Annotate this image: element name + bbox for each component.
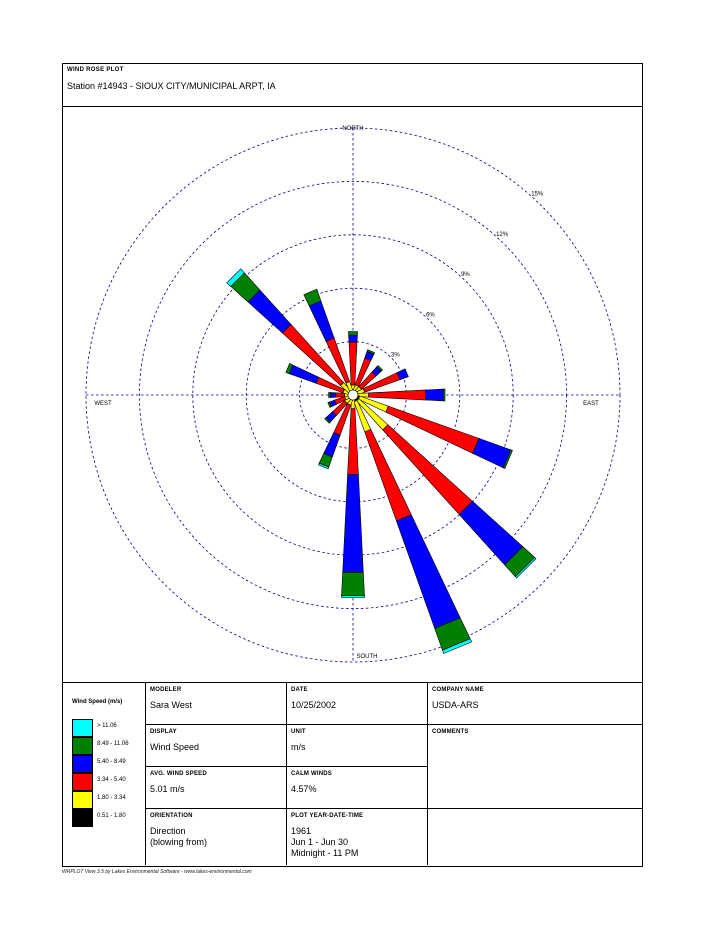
- south-label: SOUTH: [356, 654, 378, 660]
- petal-180-bin-2: [348, 409, 359, 475]
- petal-180-bin-5: [341, 596, 364, 598]
- petal-157.5-bin-3: [396, 515, 460, 629]
- orientation-value: [150, 826, 207, 848]
- unit-label: UNIT: [291, 729, 306, 735]
- petal-337.5-bin-3: [309, 301, 334, 341]
- legend-label: 1.80 - 3.34: [97, 795, 126, 801]
- plot-time-value: [291, 826, 358, 859]
- legend-label: 3.34 - 5.40: [97, 777, 126, 783]
- calm-winds-label: CALM WINDS: [291, 771, 332, 777]
- petal-0-bin-2: [349, 342, 357, 385]
- petal-292.5-bin-3: [289, 365, 318, 383]
- orientation-cell: [146, 809, 287, 865]
- ring-label: 3%: [391, 352, 400, 359]
- avg-speed-label: AVG. WIND SPEED: [150, 771, 207, 777]
- west-label: WEST: [94, 401, 112, 407]
- legend-label: 8.49 - 11.06: [97, 741, 129, 747]
- petal-90-bin-4: [443, 389, 445, 401]
- legend-swatch: [72, 755, 93, 773]
- petal-202.5-bin-3: [324, 433, 340, 458]
- unit-value: m/s: [291, 742, 306, 752]
- legend-swatch: [72, 791, 93, 809]
- modeler-cell: [146, 683, 287, 725]
- comments-label: COMMENTS: [432, 729, 469, 735]
- date-cell: [287, 683, 428, 725]
- petal-0-bin-4: [348, 332, 357, 336]
- petal-90-bin-2: [369, 390, 426, 400]
- petal-0-bin-3: [349, 335, 358, 342]
- east-label: EAST: [583, 401, 599, 407]
- legend-swatch: [72, 737, 93, 755]
- legend-label: 5.40 - 8.49: [97, 759, 126, 765]
- orientation-line-1: Direction: [150, 826, 186, 836]
- calm-center: [348, 390, 358, 400]
- north-label: NORTH: [342, 126, 364, 132]
- display-cell: [146, 725, 287, 767]
- petal-315-bin-3: [248, 290, 291, 333]
- software-footer: WRPLOT View 3.5 by Lakes Environmental Software - www.lakes-environmental.com: [62, 869, 252, 875]
- info-panel: [63, 682, 642, 866]
- legend-title: Wind Speed (m/s): [72, 699, 123, 705]
- report-frame: [62, 63, 643, 867]
- ring-label: 6%: [426, 312, 435, 319]
- report-title: WIND ROSE PLOT: [67, 67, 124, 73]
- petal-270-bin-3: [330, 393, 335, 398]
- avg-speed-cell: [146, 767, 287, 809]
- petal-90-bin-3: [425, 389, 443, 401]
- legend-swatch: [72, 719, 93, 737]
- calm-winds-value: 4.57%: [291, 784, 317, 794]
- petal-180-bin-3: [343, 475, 364, 573]
- modeler-label: MODELER: [150, 687, 182, 693]
- display-value: Wind Speed: [150, 742, 200, 752]
- petal-270-bin-4: [329, 392, 331, 397]
- report-header: [63, 64, 642, 107]
- station-name: Station #14943 - SIOUX CITY/MUNICIPAL ARPT, IA: [67, 81, 276, 91]
- ring-label: 15%: [531, 191, 544, 198]
- plot-year: 1961: [291, 826, 312, 836]
- calm-winds-cell: [287, 767, 428, 809]
- legend-label: > 11.06: [97, 723, 117, 729]
- legend-swatch: [72, 809, 93, 827]
- orientation-line-2: (blowing from): [150, 837, 208, 847]
- comments-cell: [428, 725, 642, 809]
- date-label: DATE: [291, 687, 308, 693]
- plot-time-label: PLOT YEAR-DATE-TIME: [291, 813, 364, 819]
- avg-speed-value: 5.01 m/s: [150, 784, 185, 794]
- wind-rose-area: [63, 107, 642, 682]
- legend-box: [63, 683, 146, 865]
- petal-180-bin-4: [342, 572, 365, 595]
- modeler-value: Sara West: [150, 700, 192, 710]
- unit-cell: [287, 725, 428, 767]
- legend-label: 0.51 - 1.80: [97, 813, 126, 819]
- petal-135-bin-3: [459, 501, 523, 565]
- blank-cell: [428, 809, 642, 865]
- company-cell: [428, 683, 642, 725]
- orientation-label: ORIENTATION: [150, 813, 193, 819]
- display-label: DISPLAY: [150, 729, 177, 735]
- plot-hours: Midnight - 11 PM: [291, 848, 359, 858]
- petal-270-bin-2: [336, 393, 345, 397]
- wind-rose-chart: [63, 107, 642, 682]
- company-label: COMPANY NAME: [432, 687, 484, 693]
- plot-dates: Jun 1 - Jun 30: [291, 837, 349, 847]
- company-value: USDA-ARS: [432, 700, 479, 710]
- date-value: 10/25/2002: [291, 700, 337, 710]
- ring-label: 12%: [496, 231, 509, 238]
- ring-label: 9%: [461, 272, 470, 279]
- legend-swatch: [72, 773, 93, 791]
- plot-time-cell: [287, 809, 428, 865]
